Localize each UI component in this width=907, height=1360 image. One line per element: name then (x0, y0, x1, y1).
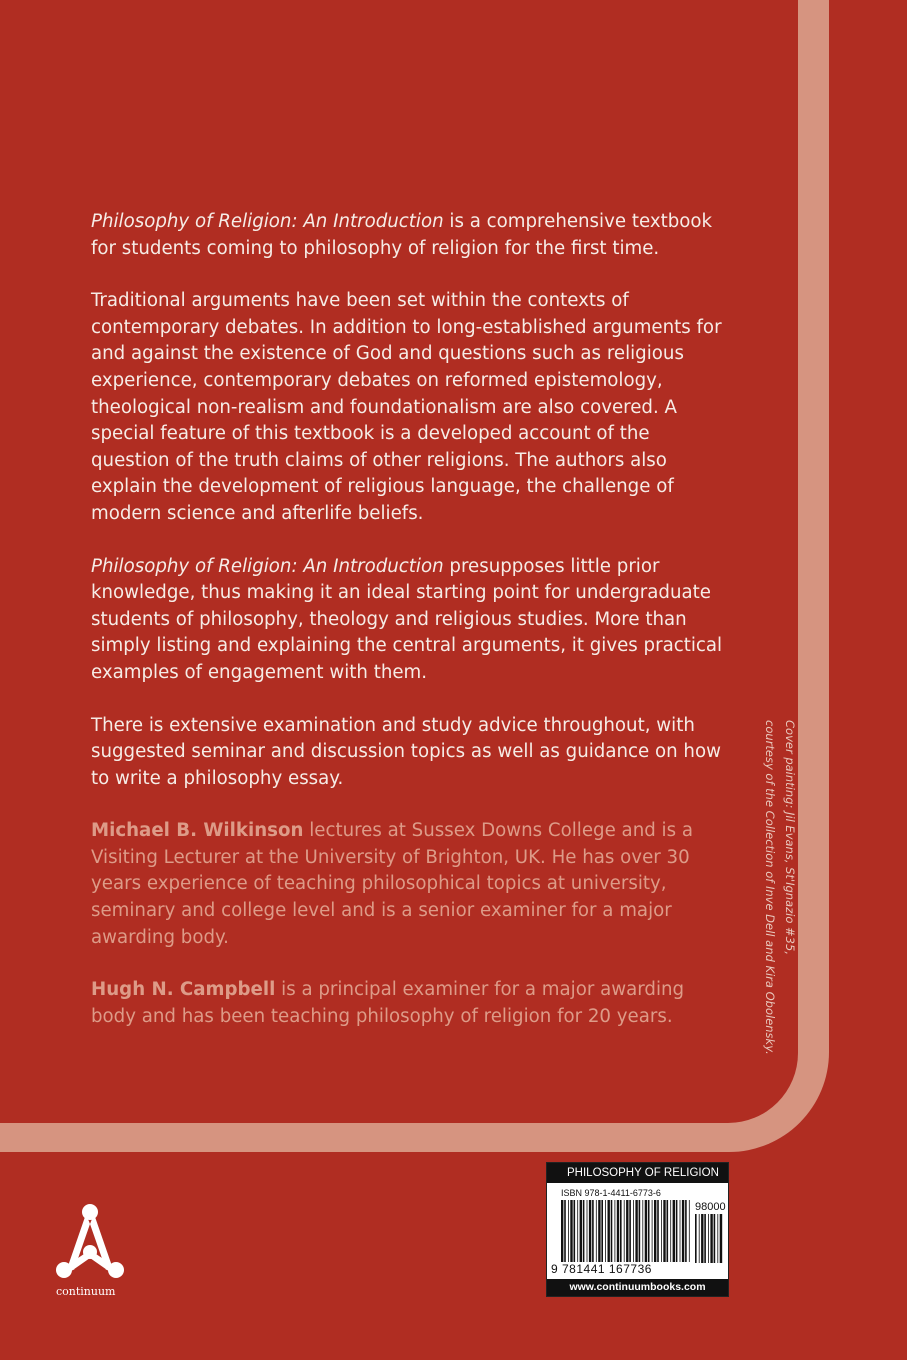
barcode-bar (695, 1214, 697, 1263)
barcode-bar (652, 1200, 653, 1262)
category-label: PHILOSOPHY OF RELIGION (547, 1163, 728, 1183)
barcode-bar (611, 1200, 613, 1262)
barcode-bar (714, 1214, 716, 1263)
barcode-bar (685, 1200, 687, 1262)
barcode-bar (680, 1200, 681, 1262)
back-cover-blurb (91, 209, 731, 1056)
barcode-bar (682, 1200, 684, 1262)
barcode-bar (661, 1200, 662, 1262)
author-name: Michael B. Wilkinson (91, 820, 304, 842)
author-bio-text: lectures at Sussex Downs College and is a Visiting Lecturer at the University of Brighton, UK. He has over 30 years experience of teaching philosophical topics at university, seminary and college level and is a senior examiner for a major awarding body. (91, 820, 694, 948)
barcode-bar (670, 1200, 671, 1262)
barcode-bar (676, 1200, 678, 1262)
author-bio-2 (91, 977, 731, 1030)
isbn-number: ISBN 978-1-4411-6773-6 (561, 1188, 661, 1198)
barcode-bar (615, 1200, 616, 1262)
blurb-paragraph-4: There is extensive examination and study advice throughout, with suggested seminar and discussion topics as well as guidance on how to write a philosophy essay. (91, 714, 721, 789)
barcode-bar (601, 1200, 603, 1262)
barcode-bar (570, 1200, 572, 1262)
barcode-bar (564, 1200, 566, 1262)
barcode-bar (589, 1200, 591, 1262)
author-bio-1 (91, 818, 731, 951)
barcode-bar (720, 1214, 722, 1263)
blurb-paragraph-1 (91, 209, 731, 262)
barcode-bar (663, 1200, 665, 1262)
barcode-bar (642, 1200, 643, 1262)
barcode-bar (710, 1214, 712, 1263)
barcode-bar (561, 1200, 563, 1262)
barcode-bar (568, 1200, 569, 1262)
barcode-bar (605, 1200, 606, 1262)
barcode-bar (635, 1200, 637, 1262)
book-title: Philosophy of Religion: An Introduction (91, 555, 444, 577)
credit-line-1: Cover painting: Jil Evans, St'Ignazio #35, (783, 720, 797, 955)
author-bio-text: is a principal examiner for a major awarding body and has been teaching philosophy of religion for 20 years. (91, 979, 685, 1027)
barcode-bar (608, 1200, 610, 1262)
barcode-icon (561, 1200, 691, 1262)
barcode-bar (574, 1200, 576, 1262)
blurb-text: presupposes little prior knowledge, thus making it an ideal starting point for undergraduate students of philosophy, theology and religious studies. More than simply listing and explaining the central arguments, it gives practical examples of engagement with them. (91, 555, 723, 683)
barcode-bar (598, 1200, 600, 1262)
barcode-bar (645, 1200, 647, 1262)
barcode-bar (583, 1200, 585, 1262)
barcode-digits: 9 781441 167736 (551, 1262, 652, 1276)
barcode-bar (620, 1200, 622, 1262)
barcode-bar (667, 1200, 669, 1262)
price-barcode-icon (695, 1214, 723, 1263)
cover-credit (760, 720, 800, 1055)
barcode-bar (577, 1200, 578, 1262)
barcode-bar (617, 1200, 619, 1262)
barcode-bar (626, 1200, 628, 1262)
barcode-bar (639, 1200, 641, 1262)
blurb-paragraph-2: Traditional arguments have been set within the contexts of contemporary debates. In addition to long-established arguments for and against the existence of God and questions such as religious experience, contemporary debates on reformed epistemology, theological non-realism and foundationalism are also covered. A special feature of this textbook is a developed account of the question of the truth claims of other religions. The authors also explain the development of religious language, the challenge of modern science and afterlife beliefs. (91, 290, 722, 524)
barcode-bar (587, 1200, 588, 1262)
price-code: 98000 (695, 1201, 726, 1213)
barcode-bar (629, 1200, 631, 1262)
barcode-bar (673, 1200, 675, 1262)
blurb-text: is a comprehensive textbook for students coming to philosophy of religion for the first time. (91, 211, 713, 259)
book-title: Philosophy of Religion: An Introduction (91, 211, 444, 232)
barcode-bar (701, 1214, 703, 1263)
barcode-bar (717, 1214, 718, 1263)
author-name: Hugh N. Campbell (91, 979, 276, 1001)
barcode-bar (592, 1200, 594, 1262)
blurb-paragraph-3 (91, 554, 731, 687)
isbn-barcode-box (546, 1162, 729, 1297)
barcode-bar (580, 1200, 582, 1262)
barcode-bar (596, 1200, 597, 1262)
barcode-bar (689, 1200, 690, 1262)
publisher-url: www.continuumbooks.com (547, 1279, 728, 1296)
barcode-bar (633, 1200, 634, 1262)
credit-line-2: courtesy of the Collection of Inve Dell and Kira Obolensky. (763, 720, 777, 1055)
barcode-bar (657, 1200, 659, 1262)
barcode-bar (648, 1200, 650, 1262)
barcode-bar (704, 1214, 706, 1263)
publisher-name: continuum (56, 1285, 116, 1298)
publisher-logo-icon (50, 1200, 130, 1290)
barcode-bar (699, 1214, 700, 1263)
barcode-bar (708, 1214, 709, 1263)
barcode-bar (624, 1200, 625, 1262)
barcode-bar (654, 1200, 656, 1262)
